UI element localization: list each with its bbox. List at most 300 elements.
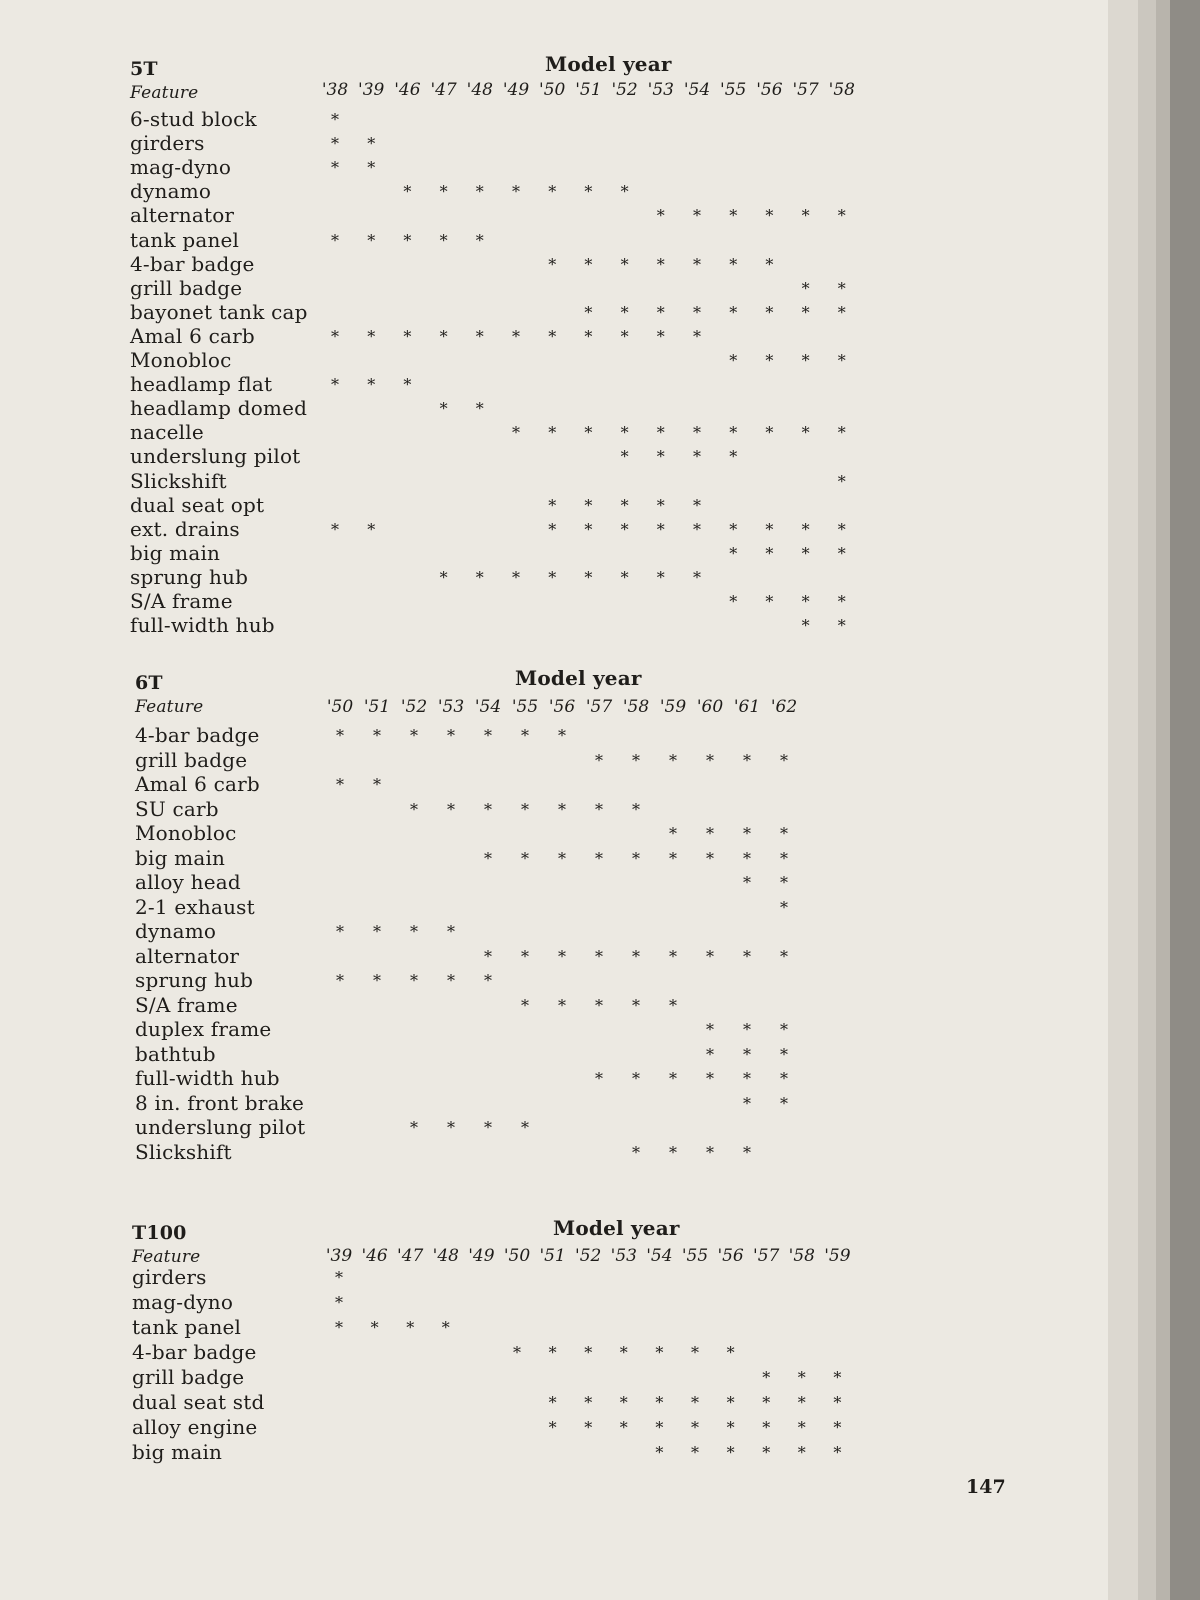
asterisk-mark: * bbox=[558, 799, 566, 819]
asterisk-mark: * bbox=[801, 351, 810, 370]
asterisk-mark: * bbox=[669, 1069, 677, 1088]
asterisk-mark: * bbox=[521, 799, 529, 819]
model-year-header: Model year bbox=[515, 666, 642, 690]
feature-name: full-width hub bbox=[130, 613, 275, 638]
year-label: '56 bbox=[756, 80, 783, 100]
asterisk-mark: * bbox=[447, 1118, 455, 1137]
year-label: '58 bbox=[788, 1246, 815, 1266]
asterisk-mark: * bbox=[558, 995, 566, 1015]
feature-name: 6-stud block bbox=[130, 107, 257, 131]
asterisk-mark: * bbox=[484, 971, 492, 990]
asterisk-mark: * bbox=[620, 519, 629, 539]
asterisk-mark: * bbox=[801, 302, 810, 322]
year-label: '56 bbox=[717, 1246, 744, 1266]
asterisk-mark: * bbox=[620, 447, 629, 467]
asterisk-mark: * bbox=[548, 495, 557, 515]
asterisk-mark: * bbox=[706, 1020, 714, 1039]
asterisk-mark: * bbox=[619, 1343, 628, 1362]
feature-name: 4-bar badge bbox=[132, 1340, 257, 1364]
asterisk-mark: * bbox=[367, 230, 376, 250]
asterisk-mark: * bbox=[801, 278, 810, 298]
asterisk-mark: * bbox=[439, 326, 448, 346]
asterisk-mark: * bbox=[743, 750, 751, 770]
asterisk-mark: * bbox=[331, 326, 339, 346]
asterisk-mark: * bbox=[595, 799, 603, 819]
asterisk-mark: * bbox=[410, 726, 418, 745]
asterisk-mark: * bbox=[367, 326, 376, 346]
asterisk-mark: * bbox=[512, 567, 520, 587]
asterisk-mark: * bbox=[729, 543, 738, 563]
asterisk-mark: * bbox=[726, 1418, 735, 1437]
asterisk-mark: * bbox=[403, 375, 412, 395]
asterisk-mark: * bbox=[729, 351, 738, 370]
asterisk-mark: * bbox=[632, 1142, 640, 1162]
asterisk-mark: * bbox=[336, 775, 344, 794]
page-edge bbox=[1138, 0, 1156, 1600]
feature-name: dual seat opt bbox=[130, 492, 265, 517]
asterisk-mark: * bbox=[632, 1069, 640, 1088]
asterisk-mark: * bbox=[335, 1293, 343, 1312]
asterisk-mark: * bbox=[691, 1418, 699, 1437]
asterisk-mark: * bbox=[693, 447, 701, 467]
asterisk-mark: * bbox=[410, 922, 418, 941]
asterisk-mark: * bbox=[410, 1118, 418, 1137]
year-label: '59 bbox=[659, 697, 687, 717]
asterisk-mark: * bbox=[584, 326, 593, 346]
asterisk-mark: * bbox=[656, 495, 665, 515]
asterisk-mark: * bbox=[620, 302, 629, 322]
asterisk-mark: * bbox=[439, 399, 448, 419]
asterisk-mark: * bbox=[669, 995, 677, 1015]
asterisk-mark: * bbox=[780, 1093, 788, 1113]
asterisk-mark: * bbox=[706, 848, 714, 868]
asterisk-mark: * bbox=[410, 971, 418, 990]
asterisk-mark: * bbox=[743, 873, 751, 892]
year-label: '54 bbox=[683, 80, 711, 100]
asterisk-mark: * bbox=[548, 519, 557, 539]
feature-name: girders bbox=[132, 1265, 207, 1289]
asterisk-mark: * bbox=[584, 302, 593, 322]
asterisk-mark: * bbox=[513, 1343, 521, 1362]
asterisk-mark: * bbox=[367, 134, 376, 154]
asterisk-mark: * bbox=[693, 206, 701, 226]
asterisk-mark: * bbox=[373, 971, 381, 990]
feature-name: alternator bbox=[135, 943, 240, 968]
asterisk-mark: * bbox=[801, 592, 810, 611]
feature-name: Amal 6 carb bbox=[130, 323, 255, 348]
feature-name: full-width hub bbox=[135, 1066, 280, 1090]
asterisk-mark: * bbox=[548, 254, 557, 274]
asterisk-mark: * bbox=[439, 230, 448, 250]
asterisk-mark: * bbox=[584, 423, 593, 443]
asterisk-mark: * bbox=[706, 1044, 714, 1064]
asterisk-mark: * bbox=[447, 726, 455, 745]
asterisk-mark: * bbox=[780, 750, 788, 770]
asterisk-mark: * bbox=[762, 1443, 771, 1462]
asterisk-mark: * bbox=[447, 971, 455, 990]
feature-name: S/A frame bbox=[135, 992, 238, 1017]
asterisk-mark: * bbox=[447, 922, 455, 941]
asterisk-mark: * bbox=[620, 182, 629, 202]
asterisk-mark: * bbox=[669, 1142, 677, 1162]
asterisk-mark: * bbox=[797, 1418, 806, 1437]
asterisk-mark: * bbox=[441, 1318, 450, 1337]
year-label: '46 bbox=[394, 80, 421, 100]
asterisk-mark: * bbox=[584, 567, 593, 587]
asterisk-mark: * bbox=[780, 1020, 788, 1039]
year-label: '60 bbox=[696, 697, 724, 717]
year-label: '46 bbox=[361, 1246, 388, 1266]
asterisk-mark: * bbox=[780, 824, 788, 843]
year-label: '39 bbox=[358, 80, 385, 100]
asterisk-mark: * bbox=[691, 1343, 699, 1362]
feature-name: headlamp flat bbox=[130, 372, 273, 397]
year-label: '55 bbox=[720, 80, 747, 100]
page-edge bbox=[1156, 0, 1170, 1600]
asterisk-mark: * bbox=[406, 1318, 415, 1337]
asterisk-mark: * bbox=[584, 1418, 593, 1437]
year-label: '39 bbox=[325, 1246, 353, 1266]
feature-name: alloy engine bbox=[132, 1415, 258, 1439]
asterisk-mark: * bbox=[762, 1418, 771, 1437]
section-title: 6T bbox=[135, 672, 163, 694]
feature-name: nacelle bbox=[130, 420, 204, 445]
asterisk-mark: * bbox=[837, 278, 846, 298]
feature-name: bathtub bbox=[135, 1041, 216, 1066]
asterisk-mark: * bbox=[331, 110, 339, 129]
feature-name: Monobloc bbox=[135, 821, 237, 845]
year-label: '56 bbox=[548, 697, 576, 717]
asterisk-mark: * bbox=[837, 206, 846, 226]
feature-name: tank panel bbox=[130, 227, 240, 252]
asterisk-mark: * bbox=[632, 799, 640, 819]
asterisk-mark: * bbox=[743, 1069, 751, 1088]
asterisk-mark: * bbox=[336, 726, 344, 745]
asterisk-mark: * bbox=[765, 592, 774, 611]
asterisk-mark: * bbox=[484, 848, 492, 868]
asterisk-mark: * bbox=[743, 848, 751, 868]
asterisk-mark: * bbox=[691, 1393, 699, 1412]
asterisk-mark: * bbox=[797, 1443, 806, 1462]
asterisk-mark: * bbox=[595, 1069, 603, 1088]
asterisk-mark: * bbox=[729, 206, 738, 226]
year-label: '57 bbox=[792, 80, 819, 100]
asterisk-mark: * bbox=[620, 495, 629, 515]
year-label: '52 bbox=[400, 697, 428, 717]
feature-name: tank panel bbox=[132, 1315, 242, 1339]
asterisk-mark: * bbox=[693, 567, 701, 587]
asterisk-mark: * bbox=[765, 206, 774, 226]
year-label: '57 bbox=[585, 697, 613, 717]
asterisk-mark: * bbox=[584, 495, 593, 515]
asterisk-mark: * bbox=[439, 182, 448, 202]
feature-name: mag-dyno bbox=[132, 1290, 234, 1314]
asterisk-mark: * bbox=[706, 750, 714, 770]
year-label: '48 bbox=[466, 80, 493, 100]
asterisk-mark: * bbox=[367, 158, 376, 178]
asterisk-mark: * bbox=[584, 182, 593, 202]
asterisk-mark: * bbox=[837, 543, 846, 563]
asterisk-mark: * bbox=[512, 182, 520, 202]
asterisk-mark: * bbox=[548, 182, 557, 202]
asterisk-mark: * bbox=[584, 1343, 593, 1362]
asterisk-mark: * bbox=[521, 946, 529, 966]
asterisk-mark: * bbox=[632, 946, 640, 966]
year-label: '59 bbox=[824, 1246, 851, 1266]
asterisk-mark: * bbox=[706, 1069, 714, 1088]
asterisk-mark: * bbox=[403, 326, 412, 346]
asterisk-mark: * bbox=[729, 302, 738, 322]
year-label: '54 bbox=[646, 1246, 673, 1266]
asterisk-mark: * bbox=[656, 254, 665, 274]
asterisk-mark: * bbox=[558, 946, 566, 966]
asterisk-mark: * bbox=[595, 848, 603, 868]
asterisk-mark: * bbox=[762, 1393, 771, 1412]
year-label: '47 bbox=[397, 1246, 424, 1266]
asterisk-mark: * bbox=[729, 447, 738, 467]
asterisk-mark: * bbox=[373, 775, 381, 794]
feature-name: ext. drains bbox=[130, 516, 240, 541]
asterisk-mark: * bbox=[837, 423, 846, 443]
asterisk-mark: * bbox=[706, 1142, 714, 1162]
year-label: '55 bbox=[681, 1246, 709, 1266]
asterisk-mark: * bbox=[655, 1393, 664, 1412]
asterisk-mark: * bbox=[331, 230, 339, 250]
year-label: '53 bbox=[437, 697, 465, 717]
asterisk-mark: * bbox=[765, 423, 774, 443]
asterisk-mark: * bbox=[655, 1418, 664, 1437]
asterisk-mark: * bbox=[656, 326, 665, 346]
asterisk-mark: * bbox=[558, 848, 566, 868]
asterisk-mark: * bbox=[797, 1368, 806, 1387]
asterisk-mark: * bbox=[693, 519, 701, 539]
asterisk-mark: * bbox=[729, 519, 738, 539]
year-label: '48 bbox=[432, 1246, 459, 1266]
feature-name: bayonet tank cap bbox=[130, 299, 308, 324]
asterisk-mark: * bbox=[726, 1393, 735, 1412]
asterisk-mark: * bbox=[655, 1443, 664, 1462]
asterisk-mark: * bbox=[548, 1418, 557, 1437]
asterisk-mark: * bbox=[548, 567, 557, 587]
asterisk-mark: * bbox=[331, 158, 339, 178]
model-year-header: Model year bbox=[553, 1216, 680, 1240]
section-title: T100 bbox=[132, 1222, 187, 1244]
asterisk-mark: * bbox=[512, 423, 520, 443]
asterisk-mark: * bbox=[693, 495, 701, 515]
year-label: '47 bbox=[430, 80, 457, 100]
feature-name: headlamp domed bbox=[130, 396, 308, 421]
asterisk-mark: * bbox=[620, 254, 629, 274]
asterisk-mark: * bbox=[743, 946, 751, 966]
asterisk-mark: * bbox=[765, 519, 774, 539]
asterisk-mark: * bbox=[837, 351, 846, 370]
asterisk-mark: * bbox=[837, 302, 846, 322]
year-label: '53 bbox=[647, 80, 674, 100]
asterisk-mark: * bbox=[837, 519, 846, 539]
asterisk-mark: * bbox=[693, 423, 701, 443]
asterisk-mark: * bbox=[765, 254, 774, 274]
asterisk-mark: * bbox=[743, 1044, 751, 1064]
year-label: '61 bbox=[733, 697, 761, 717]
asterisk-mark: * bbox=[780, 1069, 788, 1088]
asterisk-mark: * bbox=[336, 971, 344, 990]
feature-name: big main bbox=[135, 845, 226, 870]
asterisk-mark: * bbox=[801, 423, 810, 443]
feature-column-header: Feature bbox=[135, 697, 204, 717]
asterisk-mark: * bbox=[484, 799, 492, 819]
asterisk-mark: * bbox=[780, 1044, 788, 1064]
feature-name: Slickshift bbox=[135, 1139, 232, 1164]
asterisk-mark: * bbox=[584, 1393, 593, 1412]
feature-column-header: Feature bbox=[132, 1247, 201, 1267]
feature-name: big main bbox=[132, 1440, 223, 1464]
feature-name: mag-dyno bbox=[130, 155, 232, 180]
asterisk-mark: * bbox=[833, 1368, 842, 1387]
asterisk-mark: * bbox=[656, 567, 665, 587]
asterisk-mark: * bbox=[726, 1443, 735, 1462]
asterisk-mark: * bbox=[331, 134, 339, 154]
feature-name: SU carb bbox=[135, 796, 219, 821]
feature-name: big main bbox=[130, 540, 221, 565]
asterisk-mark: * bbox=[669, 824, 677, 843]
asterisk-mark: * bbox=[765, 351, 774, 370]
year-label: '51 bbox=[363, 697, 391, 717]
asterisk-mark: * bbox=[656, 206, 665, 226]
year-label: '50 bbox=[326, 697, 354, 717]
asterisk-mark: * bbox=[331, 375, 339, 395]
asterisk-mark: * bbox=[743, 1142, 751, 1162]
asterisk-mark: * bbox=[656, 519, 665, 539]
feature-name: sprung hub bbox=[135, 968, 254, 992]
asterisk-mark: * bbox=[619, 1393, 628, 1412]
asterisk-mark: * bbox=[620, 423, 629, 443]
feature-name: dynamo bbox=[130, 179, 212, 204]
asterisk-mark: * bbox=[620, 567, 629, 587]
feature-name: dual seat std bbox=[132, 1390, 265, 1414]
feature-name: Amal 6 carb bbox=[135, 772, 260, 796]
asterisk-mark: * bbox=[595, 946, 603, 966]
year-label: '53 bbox=[610, 1246, 637, 1266]
feature-name: dynamo bbox=[135, 919, 217, 943]
page-edge bbox=[1108, 0, 1138, 1600]
asterisk-mark: * bbox=[521, 995, 529, 1015]
asterisk-mark: * bbox=[548, 423, 557, 443]
asterisk-mark: * bbox=[656, 447, 665, 467]
asterisk-mark: * bbox=[595, 995, 603, 1015]
asterisk-mark: * bbox=[691, 1443, 699, 1462]
asterisk-mark: * bbox=[780, 873, 788, 892]
year-label: '51 bbox=[539, 1246, 566, 1266]
asterisk-mark: * bbox=[558, 726, 566, 745]
year-label: '52 bbox=[611, 80, 638, 100]
asterisk-mark: * bbox=[521, 848, 529, 868]
asterisk-mark: * bbox=[656, 423, 665, 443]
asterisk-mark: * bbox=[655, 1343, 664, 1362]
asterisk-mark: * bbox=[632, 750, 640, 770]
feature-name: 2-1 exhaust bbox=[135, 894, 255, 919]
asterisk-mark: * bbox=[669, 750, 677, 770]
asterisk-mark: * bbox=[475, 182, 484, 202]
feature-name: 4-bar badge bbox=[130, 251, 255, 276]
asterisk-mark: * bbox=[801, 206, 810, 226]
asterisk-mark: * bbox=[743, 1093, 751, 1113]
asterisk-mark: * bbox=[780, 897, 788, 917]
asterisk-mark: * bbox=[548, 1343, 557, 1362]
asterisk-mark: * bbox=[762, 1368, 771, 1387]
asterisk-mark: * bbox=[743, 824, 751, 843]
asterisk-mark: * bbox=[729, 423, 738, 443]
asterisk-mark: * bbox=[512, 326, 520, 346]
asterisk-mark: * bbox=[367, 519, 376, 539]
asterisk-mark: * bbox=[669, 946, 677, 966]
asterisk-mark: * bbox=[729, 592, 738, 611]
year-label: '49 bbox=[502, 80, 530, 100]
asterisk-mark: * bbox=[833, 1393, 842, 1412]
asterisk-mark: * bbox=[367, 375, 376, 395]
feature-name: Monobloc bbox=[130, 348, 232, 372]
feature-name: grill badge bbox=[132, 1365, 245, 1389]
asterisk-mark: * bbox=[373, 726, 381, 745]
asterisk-mark: * bbox=[693, 302, 701, 322]
feature-name: grill badge bbox=[135, 747, 248, 772]
asterisk-mark: * bbox=[729, 254, 738, 274]
asterisk-mark: * bbox=[706, 946, 714, 966]
asterisk-mark: * bbox=[475, 326, 484, 346]
year-label: '57 bbox=[753, 1246, 780, 1266]
year-label: '55 bbox=[511, 697, 539, 717]
asterisk-mark: * bbox=[780, 848, 788, 868]
year-label: '38 bbox=[321, 80, 349, 100]
asterisk-mark: * bbox=[619, 1418, 628, 1437]
page-number: 147 bbox=[966, 1476, 1006, 1498]
year-label: '51 bbox=[575, 80, 602, 100]
asterisk-mark: * bbox=[370, 1318, 379, 1337]
feature-name: S/A frame bbox=[130, 589, 233, 613]
asterisk-mark: * bbox=[335, 1268, 343, 1287]
feature-name: underslung pilot bbox=[130, 444, 301, 469]
asterisk-mark: * bbox=[521, 1118, 529, 1137]
asterisk-mark: * bbox=[336, 922, 344, 941]
asterisk-mark: * bbox=[706, 824, 714, 843]
asterisk-mark: * bbox=[837, 592, 846, 611]
asterisk-mark: * bbox=[656, 302, 665, 322]
feature-name: girders bbox=[130, 131, 205, 156]
asterisk-mark: * bbox=[475, 567, 484, 587]
asterisk-mark: * bbox=[403, 230, 412, 250]
year-label: '62 bbox=[770, 697, 798, 717]
asterisk-mark: * bbox=[632, 995, 640, 1015]
asterisk-mark: * bbox=[410, 799, 418, 819]
asterisk-mark: * bbox=[595, 750, 603, 770]
asterisk-mark: * bbox=[765, 302, 774, 322]
asterisk-mark: * bbox=[439, 567, 448, 587]
year-label: '52 bbox=[575, 1246, 602, 1266]
year-label: '58 bbox=[828, 80, 855, 100]
asterisk-mark: * bbox=[833, 1418, 842, 1437]
asterisk-mark: * bbox=[801, 616, 810, 636]
feature-name: alloy head bbox=[135, 870, 241, 894]
asterisk-mark: * bbox=[373, 922, 381, 941]
asterisk-mark: * bbox=[548, 326, 557, 346]
asterisk-mark: * bbox=[693, 326, 701, 346]
feature-name: Slickshift bbox=[130, 468, 227, 493]
asterisk-mark: * bbox=[335, 1318, 343, 1337]
year-label: '49 bbox=[468, 1246, 495, 1266]
asterisk-mark: * bbox=[475, 399, 484, 419]
asterisk-mark: * bbox=[726, 1343, 735, 1362]
feature-name: 4-bar badge bbox=[135, 723, 260, 747]
asterisk-mark: * bbox=[693, 254, 701, 274]
